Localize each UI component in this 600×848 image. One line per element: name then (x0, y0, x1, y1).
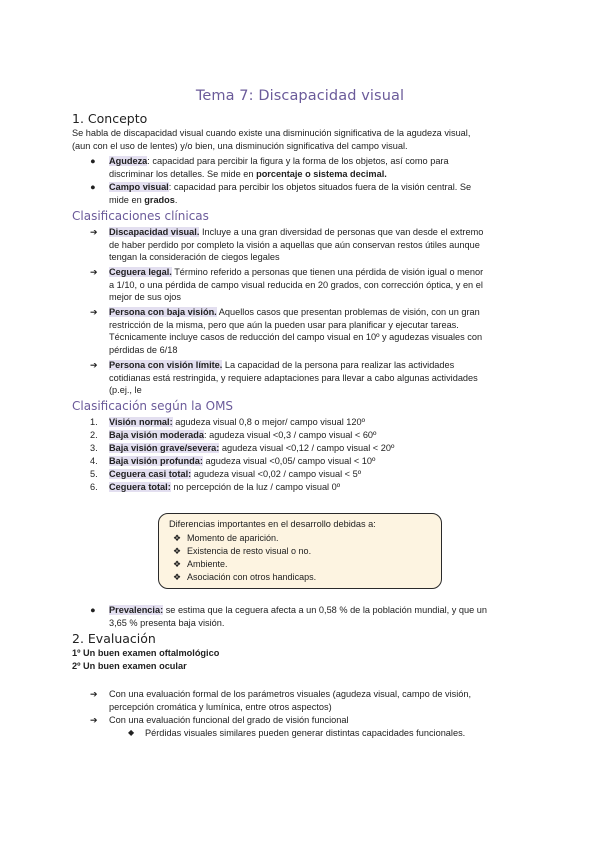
ceguera-legal-text-3: mejor de sus ojos (109, 292, 182, 303)
discapacidad-text-1: Incluye a una gran diversidad de personas que van desde el extremo (199, 227, 484, 237)
list-item-baja-vision (109, 306, 528, 356)
list-item-evaluacion-formal (109, 688, 528, 713)
oms-description: agudeza visual <0,02 / campo visual < 5º (191, 469, 362, 479)
oms-description: : agudeza visual <0,3 / campo visual < 60º (203, 430, 377, 440)
list-number: 5. (90, 469, 98, 479)
ceguera-legal-text-1: Término referido a personas que tienen una pérdida de visión igual o menor (171, 267, 484, 277)
campo-unit: grados (144, 194, 175, 205)
list-item-evaluacion-funcional: Con una evaluación funcional del grado de visión funcional (109, 715, 349, 725)
callout-item (173, 533, 279, 544)
star-icon: ❖ (173, 572, 182, 582)
list-number: 1. (90, 417, 98, 427)
term-agudeza: Agudeza (109, 156, 148, 166)
campo-text-2: mide en (109, 194, 145, 205)
agudeza-text-1: : capacidad para percibir la figura y la forma de los objetos, así como para (147, 156, 449, 166)
evaluacion-formal-text-2: percepción cromática y lumínica, entre otros aspectos) (109, 701, 332, 712)
evaluation-step-2: 2º Un buen examen ocular (72, 661, 187, 671)
campo-period: . (174, 194, 178, 205)
oms-item (109, 416, 528, 429)
prevalencia-text-1: se estima que la ceguera afecta a un 0,58 % de la población mundial, y que un (163, 605, 487, 615)
agudeza-unit: porcentaje o sistema decimal. (256, 168, 387, 179)
term-ceguera-legal: Ceguera legal. (109, 267, 172, 277)
callout-item-text: Existencia de resto visual o no. (187, 546, 312, 556)
list-number: 3. (90, 443, 98, 453)
term-discapacidad-visual: Discapacidad visual. (109, 227, 200, 237)
oms-description: agudeza visual <0,12 / campo visual < 20º (219, 443, 395, 453)
callout-item-text: Asociación con otros handicaps. (187, 572, 317, 582)
prevalencia-text-2: 3,65 % presenta baja visión. (109, 617, 225, 628)
oms-term: Ceguera total: (109, 482, 171, 492)
campo-text-1: : capacidad para percibir los objetos situados fuera de la visión central. Se (168, 182, 472, 192)
term-vision-limite: Persona con visión límite. (109, 360, 223, 370)
section-heading-concepto: 1. Concepto (72, 111, 148, 126)
section-heading-evaluacion: 2. Evaluación (72, 631, 156, 646)
baja-vision-text-3: Técnicamente incluye casos de reducción del campo visual en 10º y agudezas visuales con (109, 332, 483, 343)
baja-vision-text-1: Aquellos casos que presentan problemas de visión, con un gran (216, 307, 480, 317)
callout-item-text: Ambiente. (187, 559, 228, 569)
oms-term: Baja visión moderada (109, 430, 204, 440)
section-heading-clasificaciones: Clasificaciones clínicas (72, 209, 209, 223)
vision-limite-text-2: cotidianas está restringida, y requiere adaptaciones para llevar a cabo algunas actividades (109, 372, 478, 383)
vision-limite-text-3: (p.ej., le (109, 385, 142, 396)
intro-line-2: (aun con el uso de lentes) y/o bien, una disminución significativa del campo visual. (72, 140, 408, 151)
arrow-icon: ➔ (90, 227, 98, 237)
oms-item (109, 481, 528, 494)
sub-item-perdidas: Pérdidas visuales similares pueden generar distintas capacidades funcionales. (145, 728, 466, 738)
oms-item (109, 468, 528, 481)
star-icon: ❖ (173, 546, 182, 556)
baja-vision-text-4: pérdidas de 6/18 (109, 344, 178, 355)
callout-item (173, 546, 311, 557)
oms-description: no percepción de la luz / campo visual 0º (170, 482, 341, 492)
oms-item (109, 429, 528, 442)
arrow-icon: ➔ (90, 715, 98, 725)
oms-description: agudeza visual <0,05/ campo visual < 10º (202, 456, 376, 466)
vision-limite-text-1: La capacidad de la persona para realizar las actividades (222, 360, 455, 370)
callout-box (158, 513, 442, 589)
baja-vision-text-2: restricción de la misma, pero que aún la pueden usar para planificar y ejecutar tareas. (109, 319, 459, 330)
arrow-icon: ➔ (90, 689, 98, 699)
arrow-icon: ➔ (90, 307, 98, 317)
list-item-ceguera-legal (109, 266, 528, 304)
arrow-icon: ➔ (90, 267, 98, 277)
callout-item (173, 559, 228, 570)
list-number: 6. (90, 482, 98, 492)
intro-paragraph (72, 127, 528, 152)
oms-term: Visión normal: (109, 417, 173, 427)
arrow-icon: ➔ (90, 360, 98, 370)
bullet-icon: ● (90, 182, 96, 192)
diamond-icon: ◆ (128, 728, 135, 737)
agudeza-text-2: discriminar los detalles. Se mide en (109, 168, 257, 179)
oms-term: Ceguera casi total: (109, 469, 192, 479)
list-item-prevalencia (109, 604, 528, 629)
star-icon: ❖ (173, 533, 182, 543)
oms-term: Baja visión grave/severa: (109, 443, 220, 453)
list-item-discapacidad-visual (109, 226, 528, 264)
term-campo-visual: Campo visual (109, 182, 169, 192)
list-number: 4. (90, 456, 98, 466)
ceguera-legal-text-2: a 1/10, o una pérdida de campo visual reducida en 20 grados, con corrección óptica, y en el (109, 279, 483, 290)
term-prevalencia: Prevalencia: (109, 605, 164, 615)
bullet-icon: ● (90, 156, 96, 166)
discapacidad-text-2: de haber perdido por completo la visión a aquellas que aún conservan restos útiles aunque (109, 239, 480, 250)
callout-item (173, 572, 316, 583)
document-title: Tema 7: Discapacidad visual (195, 88, 405, 104)
callout-item-text: Momento de aparición. (187, 533, 279, 543)
evaluation-step-1: 1º Un buen examen oftalmológico (72, 648, 220, 658)
evaluacion-formal-text-1: Con una evaluación formal de los parámetros visuales (agudeza visual, campo de visión, (109, 689, 472, 699)
list-item-agudeza (109, 155, 528, 180)
list-item-campo-visual (109, 181, 528, 206)
bullet-icon: ● (90, 605, 96, 615)
callout-title: Diferencias importantes en el desarrollo debidas a: (169, 519, 376, 529)
intro-line-1: Se habla de discapacidad visual cuando existe una disminución significativa de la agudeza visual, (72, 128, 471, 138)
oms-item (109, 442, 528, 455)
star-icon: ❖ (173, 559, 182, 569)
term-baja-vision: Persona con baja visión. (109, 307, 217, 317)
list-item-vision-limite (109, 359, 528, 397)
list-number: 2. (90, 430, 98, 440)
discapacidad-text-3: tengan la consideración de ciegos legales (109, 252, 280, 263)
oms-term: Baja visión profunda: (109, 456, 203, 466)
section-heading-oms: Clasificación según la OMS (72, 399, 234, 413)
oms-description: agudeza visual 0,8 o mejor/ campo visual 120º (172, 417, 365, 427)
oms-item (109, 455, 528, 468)
